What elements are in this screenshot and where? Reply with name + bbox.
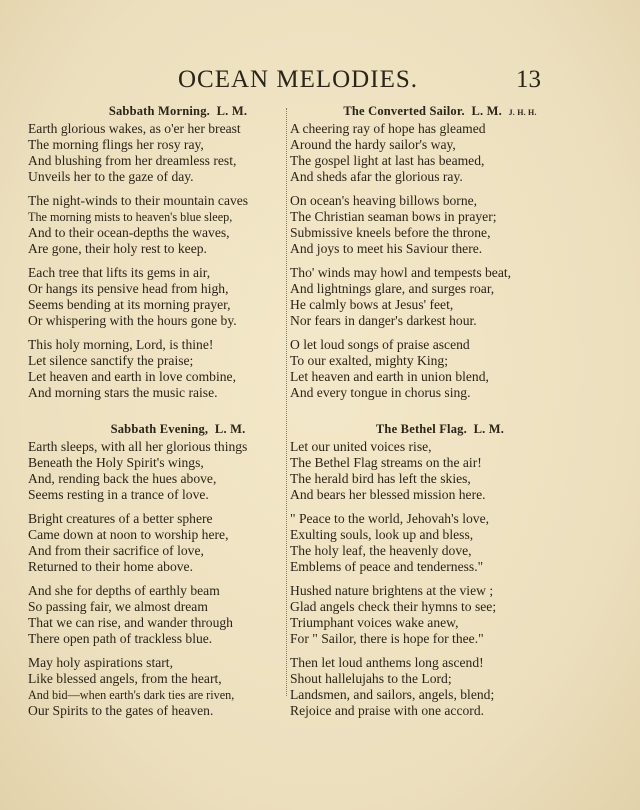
verse-line: Exulting souls, look up and bless,: [290, 527, 474, 542]
hymn-title: [290, 104, 590, 119]
verse-line: To our exalted, mighty King;: [290, 353, 448, 368]
hymn-sabbath-evening: [28, 422, 328, 719]
page-number: 13: [516, 66, 541, 93]
verse-line: And she for depths of earthly beam: [28, 583, 220, 598]
verse-line: The herald bird has left the skies,: [290, 471, 471, 486]
verse-line: Submissive kneels before the throne,: [290, 225, 491, 240]
verse-line: And to their ocean-depths the waves,: [28, 225, 230, 240]
verse-line: And bid—when earth's dark ties are riven,: [28, 688, 235, 702]
hymn-title: [28, 104, 328, 119]
verse-line: Emblems of peace and tenderness.": [290, 559, 484, 574]
verse-line: O let loud songs of praise ascend: [290, 337, 470, 352]
verse-line: So passing fair, we almost dream: [28, 599, 208, 614]
hymn-sabbath-morning: [28, 104, 328, 401]
verse-line: And lightnings glare, and surges roar,: [290, 281, 495, 296]
page-title: OCEAN MELODIES.: [178, 66, 418, 93]
stanza: [290, 439, 590, 503]
verse-line: Earth sleeps, with all her glorious things: [28, 439, 248, 454]
stanza: [28, 655, 328, 719]
verse-line: Came down at noon to worship here,: [28, 527, 229, 542]
verse-line: Let silence sanctify the praise;: [28, 353, 194, 368]
verse-line: And joys to meet his Saviour there.: [290, 241, 483, 256]
hymn-title: [28, 422, 328, 437]
stanza: [290, 583, 590, 647]
verse-line: Returned to their home above.: [28, 559, 193, 574]
verse-line: The night-winds to their mountain caves: [28, 193, 249, 208]
hymn-meter: L. M.: [214, 422, 246, 436]
hymn-bethel-flag: [290, 422, 590, 719]
verse-line: There open path of trackless blue.: [28, 631, 213, 646]
hymn-meter: L. M.: [216, 104, 248, 118]
running-head: [0, 66, 640, 96]
hymn-title-text: Sabbath Evening,: [110, 422, 209, 436]
verse-line: Like blessed angels, from the heart,: [28, 671, 222, 686]
verse-line: That we can rise, and wander through: [28, 615, 233, 630]
verse-line: Then let loud anthems long ascend!: [290, 655, 484, 670]
verse-line: And from their sacrifice of love,: [28, 543, 204, 558]
verse-line: Each tree that lifts its gems in air,: [28, 265, 211, 280]
verse-line: Landsmen, and sailors, angels, blend;: [290, 687, 495, 702]
verse-line: On ocean's heaving billows borne,: [290, 193, 478, 208]
hymn-author: J. H. H.: [508, 108, 537, 117]
verse-line: And sheds afar the glorious ray.: [290, 169, 463, 184]
verse-line: The morning mists to heaven's blue sleep,: [28, 210, 233, 224]
hymn-title-text: The Bethel Flag.: [375, 422, 467, 436]
left-column: [28, 104, 328, 727]
verse-line: May holy aspirations start,: [28, 655, 173, 670]
verse-line: The Christian seaman bows in prayer;: [290, 209, 497, 224]
stanza: [290, 193, 590, 257]
verse-line: Or hangs its pensive head from high,: [28, 281, 229, 296]
stanza: [28, 121, 328, 185]
verse-line: The morning flings her rosy ray,: [28, 137, 204, 152]
verse-line: Glad angels check their hymns to see;: [290, 599, 497, 614]
stanza: [28, 439, 328, 503]
verse-line: He calmly bows at Jesus' feet,: [290, 297, 454, 312]
verse-line: Beneath the Holy Spirit's wings,: [28, 455, 204, 470]
hymn-title: [290, 422, 590, 437]
stanza: [28, 511, 328, 575]
stanza: [28, 193, 328, 257]
verse-line: Let our united voices rise,: [290, 439, 432, 454]
verse-line: Bright creatures of a better sphere: [28, 511, 213, 526]
verse-line: The gospel light at last has beamed,: [290, 153, 485, 168]
verse-line: Or whispering with the hours gone by.: [28, 313, 237, 328]
stanza: [290, 121, 590, 185]
verse-line: Nor fears in danger's darkest hour.: [290, 313, 477, 328]
verse-line: And every tongue in chorus sing.: [290, 385, 471, 400]
stanza: [28, 265, 328, 329]
verse-line: Let heaven and earth in union blend,: [290, 369, 489, 384]
verse-line: Hushed nature brightens at the view ;: [290, 583, 494, 598]
verse-line: Triumphant voices wake anew,: [290, 615, 459, 630]
verse-line: And bears her blessed mission here.: [290, 487, 486, 502]
stanza: [290, 655, 590, 719]
verse-line: Unveils her to the gaze of day.: [28, 169, 194, 184]
verse-line: " Peace to the world, Jehovah's love,: [290, 511, 490, 526]
right-column: [290, 104, 590, 727]
verse-line: And morning stars the music raise.: [28, 385, 218, 400]
verse-line: Seems bending at its morning prayer,: [28, 297, 231, 312]
verse-line: Around the hardy sailor's way,: [290, 137, 456, 152]
verse-line: And blushing from her dreamless rest,: [28, 153, 237, 168]
verse-line: Rejoice and praise with one accord.: [290, 703, 485, 718]
verse-line: Seems resting in a trance of love.: [28, 487, 209, 502]
stanza: [28, 337, 328, 401]
verse-line: Tho' winds may howl and tempests beat,: [290, 265, 512, 280]
hymn-converted-sailor: [290, 104, 590, 401]
hymn-title-text: Sabbath Morning.: [108, 104, 210, 118]
hymn-meter: L. M.: [471, 104, 502, 118]
verse-line: Earth glorious wakes, as o'er her breast: [28, 121, 241, 136]
verse-line: And, rending back the hues above,: [28, 471, 217, 486]
verse-line: The holy leaf, the heavenly dove,: [290, 543, 472, 558]
hymn-title-text: The Converted Sailor.: [343, 104, 465, 118]
stanza: [28, 583, 328, 647]
verse-line: For " Sailor, there is hope for thee.": [290, 631, 484, 646]
verse-line: A cheering ray of hope has gleamed: [290, 121, 486, 136]
stanza: [290, 511, 590, 575]
verse-line: Our Spirits to the gates of heaven.: [28, 703, 214, 718]
verse-line: The Bethel Flag streams on the air!: [290, 455, 482, 470]
verse-line: Let heaven and earth in love combine,: [28, 369, 236, 384]
verse-line: Shout hallelujahs to the Lord;: [290, 671, 452, 686]
verse-line: Are gone, their holy rest to keep.: [28, 241, 207, 256]
stanza: [290, 265, 590, 329]
verse-line: This holy morning, Lord, is thine!: [28, 337, 214, 352]
stanza: [290, 337, 590, 401]
hymn-meter: L. M.: [473, 422, 505, 436]
